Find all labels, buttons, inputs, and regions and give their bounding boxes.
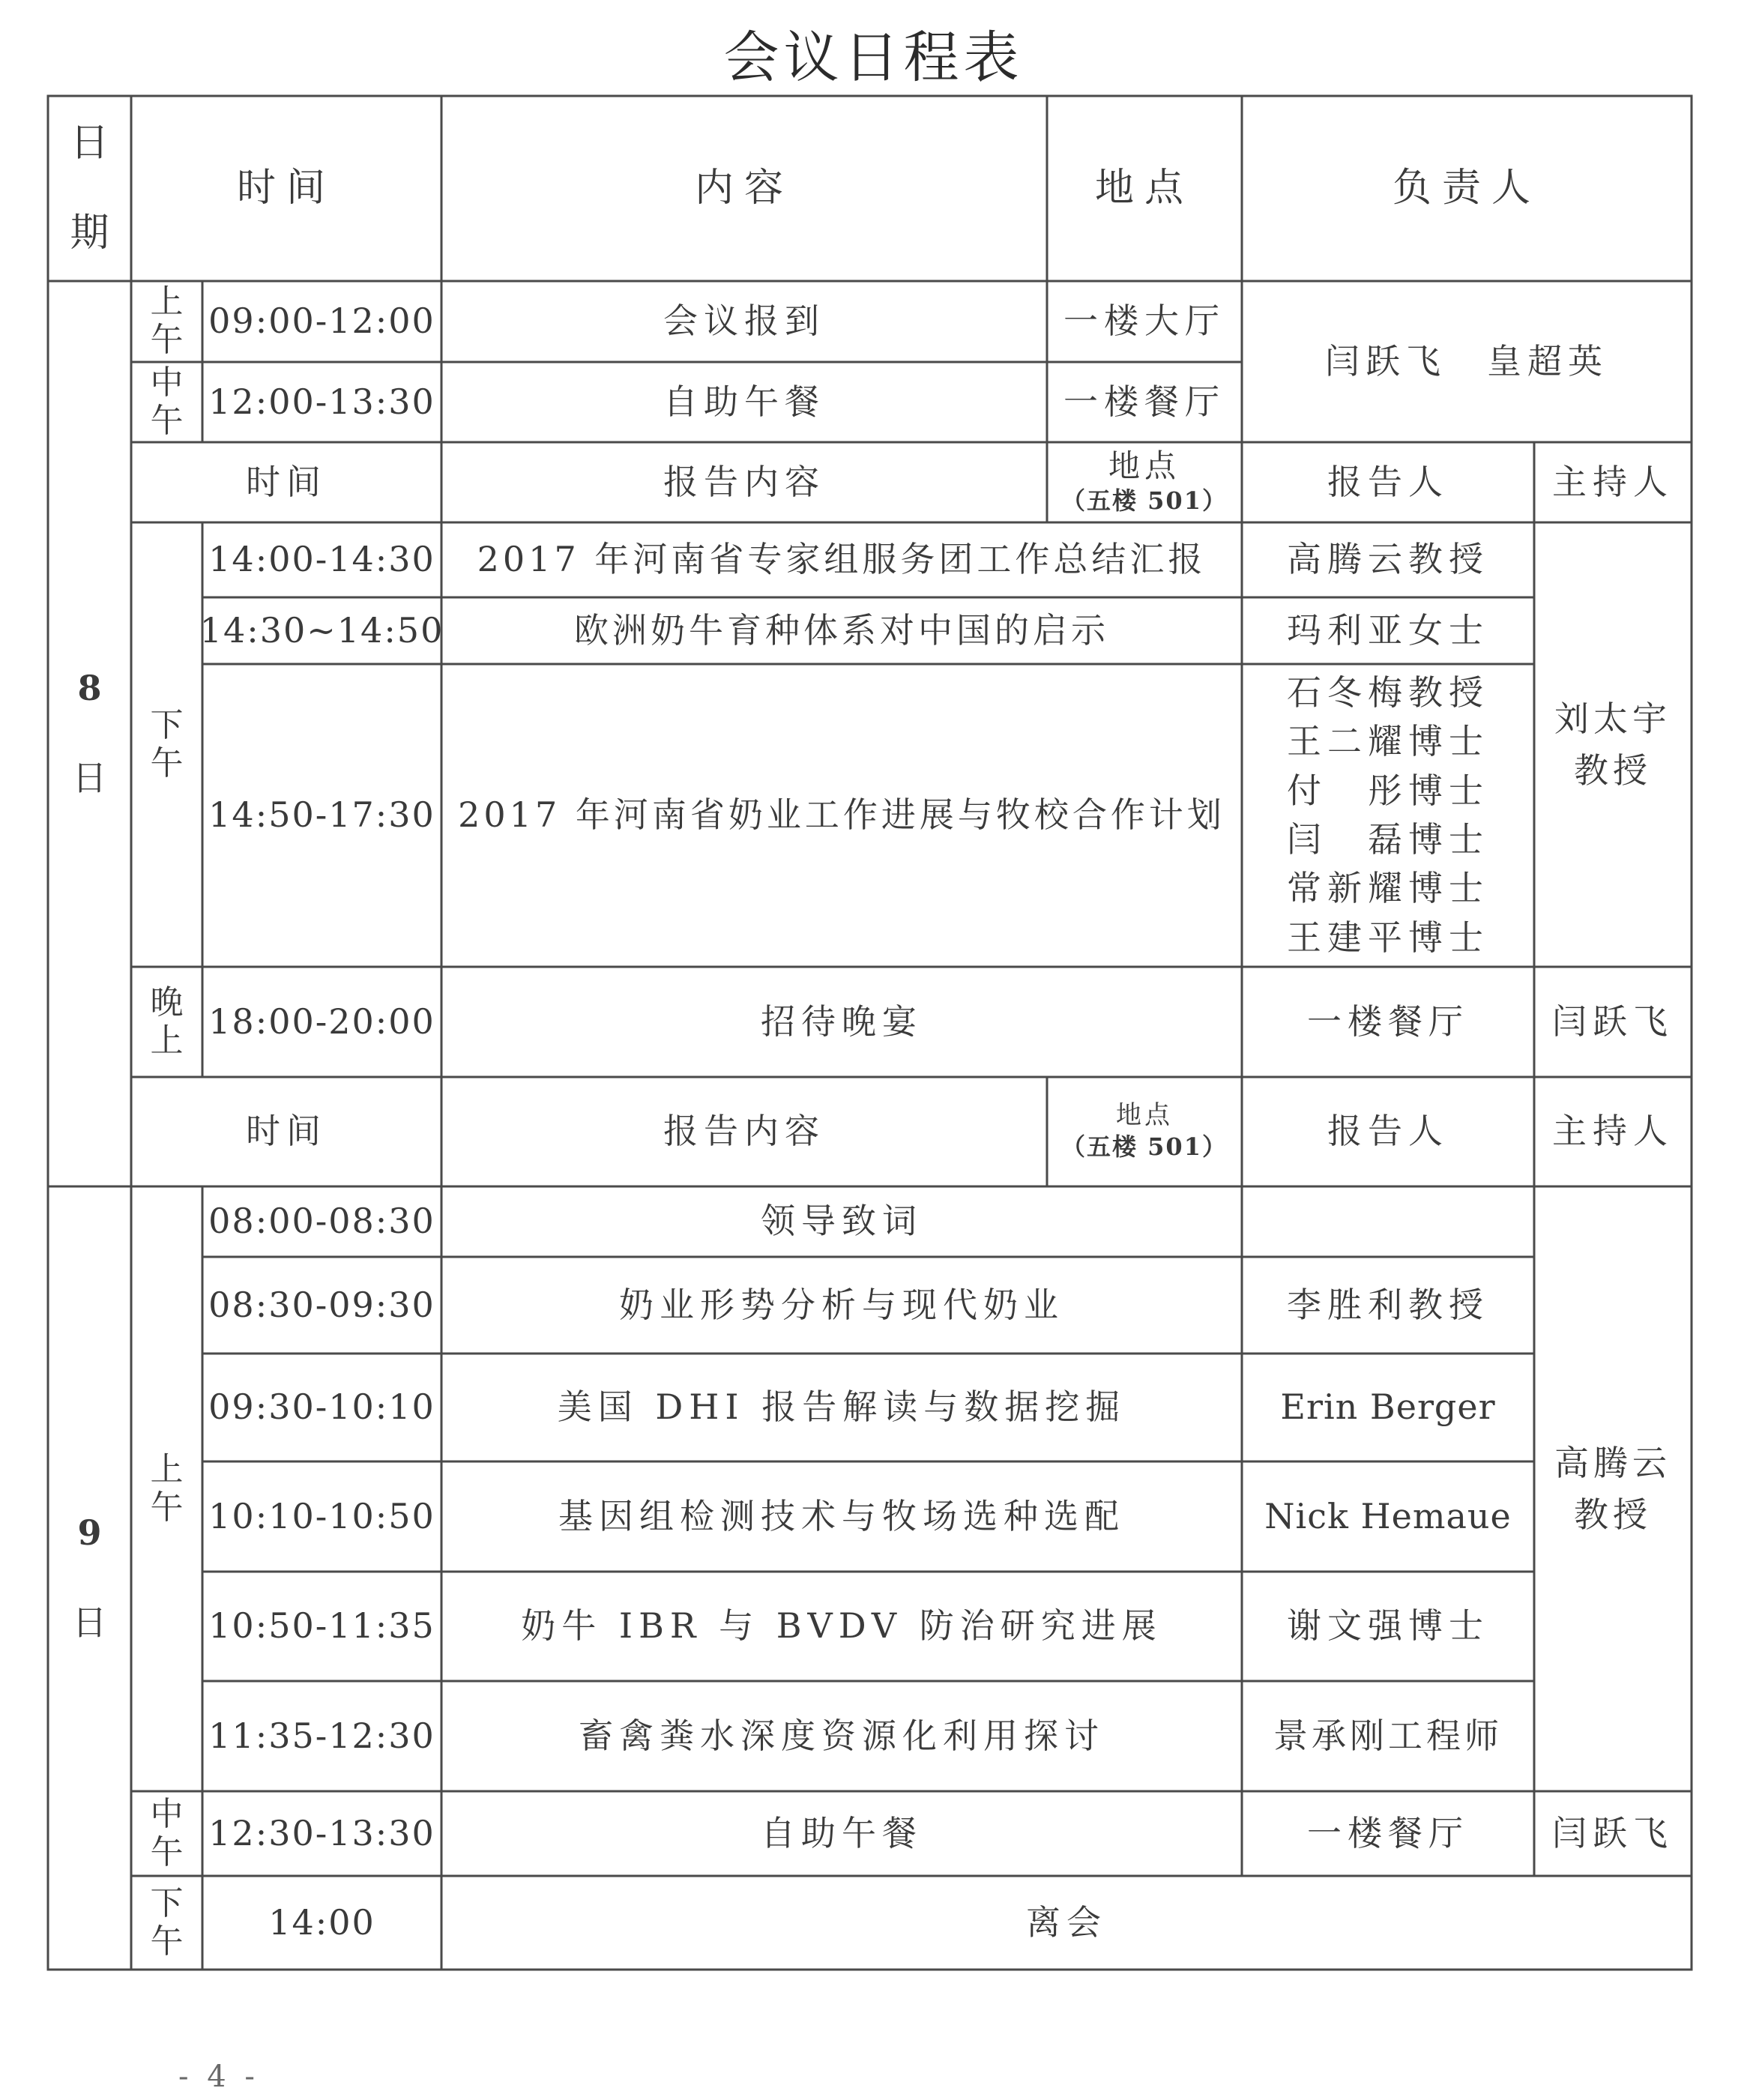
- day9-report-header-host: 主持人: [1552, 1111, 1674, 1152]
- day8-evening-host: 闫跃飞: [1552, 1001, 1674, 1042]
- period-char: 午: [150, 1922, 184, 1961]
- day8-afternoon-speaker-2: 玛利亚女士: [1287, 609, 1489, 651]
- day8-afternoon-period: [131, 522, 202, 967]
- day8-report-header-time: 时间: [246, 461, 327, 502]
- day9-morning-host: [1534, 1186, 1692, 1791]
- location-line1: 地点: [1116, 1100, 1173, 1130]
- day8-opening-time-1: 09:00-12:00: [208, 301, 435, 342]
- host-line2: 教授: [1574, 1494, 1652, 1535]
- day8-report-header-host: 主持人: [1552, 461, 1674, 502]
- day9-morning-time-6: 11:35-12:30: [208, 1715, 435, 1756]
- day8-opening-period-2: [131, 362, 202, 442]
- day9-morning-period: [131, 1186, 202, 1791]
- day8-opening-content-2: 自助午餐: [663, 381, 825, 422]
- day8-responsible: 闫跃飞 皇超英: [1325, 340, 1608, 381]
- day9-departure-time: 14:00: [268, 1901, 375, 1943]
- day9-morning-speaker-2: 李胜利教授: [1287, 1284, 1489, 1325]
- host-line1: 刘太宇: [1554, 698, 1671, 739]
- day8-afternoon-speakers-3: [1242, 664, 1534, 967]
- page-title: 会议日程表: [723, 25, 1024, 90]
- header-time: 时间: [236, 166, 336, 211]
- day8-afternoon-content-1: 2017 年河南省专家组服务团工作总结汇报: [477, 539, 1207, 580]
- day9-date-unit: 日: [72, 1602, 107, 1643]
- period-char: 下: [150, 1883, 184, 1922]
- day8-opening-content-1: 会议报到: [663, 301, 825, 342]
- period-char: 午: [150, 1488, 184, 1527]
- day9-morning-content-2: 奶业形势分析与现代奶业: [619, 1284, 1064, 1325]
- day8-afternoon-content-2: 欧洲奶牛育种体系对中国的启示: [574, 609, 1109, 651]
- period-char: 午: [150, 1832, 184, 1871]
- day9-departure-content: 离会: [1026, 1901, 1107, 1943]
- host-line1: 高腾云: [1554, 1442, 1671, 1483]
- day9-lunch-location: 一楼餐厅: [1307, 1812, 1469, 1853]
- day9-date-cell: [48, 1186, 131, 1970]
- day8-report-header-content: 报告内容: [663, 461, 825, 502]
- speaker-name: 王建平博士: [1287, 917, 1489, 958]
- header-location: 地点: [1094, 166, 1194, 211]
- period-char: 上: [150, 1021, 184, 1060]
- day9-departure-period: [131, 1876, 202, 1970]
- day9-morning-time-2: 08:30-09:30: [208, 1284, 435, 1325]
- day8-afternoon-content-3: 2017 年河南省奶业工作进展与牧校合作计划: [458, 794, 1225, 836]
- period-char: 下: [150, 705, 184, 744]
- day9-lunch-period: [131, 1791, 202, 1876]
- location-line2: （五楼 501）: [1061, 1132, 1228, 1161]
- day8-date-unit: 日: [72, 758, 107, 798]
- header-date-line2: 期: [70, 210, 109, 256]
- location-line1: 地点: [1108, 447, 1180, 484]
- period-char: 中: [150, 363, 184, 402]
- period-char: 上: [150, 1449, 184, 1488]
- day9-morning-speaker-3: Erin Berger: [1280, 1387, 1496, 1428]
- day8-report-header-speaker: 报告人: [1327, 461, 1449, 502]
- speaker-name: 闫 磊博士: [1287, 819, 1489, 860]
- day8-date: 8: [77, 668, 102, 709]
- header-responsible: 负责人: [1392, 166, 1541, 211]
- day9-morning-speaker-4: Nick Hemaue: [1264, 1495, 1512, 1536]
- day8-opening-period-1: [131, 281, 202, 362]
- day9-morning-time-5: 10:50-11:35: [208, 1605, 435, 1647]
- day8-evening-location: 一楼餐厅: [1307, 1001, 1469, 1042]
- day9-morning-content-3: 美国 DHI 报告解读与数据挖掘: [557, 1387, 1126, 1428]
- day9-morning-speaker-6: 景承刚工程师: [1273, 1715, 1503, 1756]
- day8-report-header-location: [1047, 442, 1242, 522]
- day9-lunch-time: 12:30-13:30: [208, 1812, 435, 1853]
- day9-report-header-time: 时间: [246, 1111, 327, 1152]
- period-char: 晚: [150, 983, 184, 1022]
- day8-date-cell: [48, 281, 131, 1186]
- day9-morning-content-5: 奶牛 IBR 与 BVDV 防治研究进展: [521, 1605, 1162, 1647]
- speaker-name: 石冬梅教授: [1287, 672, 1489, 713]
- day9-morning-time-4: 10:10-10:50: [208, 1495, 435, 1536]
- header-content: 内容: [694, 166, 794, 211]
- day9-morning-time-3: 09:30-10:10: [208, 1387, 435, 1428]
- day9-report-header-content: 报告内容: [663, 1111, 825, 1152]
- day8-opening-time-2: 12:00-13:30: [208, 381, 435, 422]
- day9-morning-content-6: 畜禽粪水深度资源化利用探讨: [579, 1715, 1105, 1756]
- speaker-name: 常新耀博士: [1287, 868, 1489, 909]
- day8-evening-time: 18:00-20:00: [208, 1001, 435, 1042]
- header-date-line1: 日: [70, 120, 109, 166]
- day8-afternoon-time-1: 14:00-14:30: [208, 539, 435, 580]
- period-char: 午: [150, 743, 184, 782]
- day8-evening-period: [131, 967, 202, 1077]
- day8-afternoon-time-2: 14:30~14:50: [199, 609, 444, 651]
- day9-lunch-content: 自助午餐: [761, 1812, 923, 1853]
- page-number: - 4 -: [178, 2060, 259, 2094]
- period-char: 午: [150, 321, 184, 359]
- speaker-name: 付 彤博士: [1287, 770, 1489, 811]
- day8-afternoon-host: [1534, 522, 1692, 967]
- day9-lunch-host: 闫跃飞: [1552, 1812, 1674, 1853]
- day8-opening-location-2: 一楼餐厅: [1063, 381, 1225, 422]
- day9-morning-speaker-5: 谢文强博士: [1287, 1605, 1489, 1647]
- period-char: 中: [150, 1794, 184, 1833]
- host-line2: 教授: [1574, 749, 1652, 791]
- day8-afternoon-time-3: 14:50-17:30: [208, 794, 435, 836]
- header-date: [48, 96, 131, 281]
- day8-opening-location-1: 一楼大厅: [1063, 301, 1225, 342]
- day9-report-header-speaker: 报告人: [1327, 1111, 1449, 1152]
- location-line2: （五楼 501）: [1061, 486, 1228, 516]
- day9-report-header-location: [1047, 1077, 1242, 1186]
- day9-date: 9: [77, 1512, 102, 1553]
- day9-morning-content-4: 基因组检测技术与牧场选种选配: [558, 1495, 1125, 1536]
- day9-morning-time-1: 08:00-08:30: [208, 1201, 435, 1242]
- day9-morning-content-1: 领导致词: [761, 1201, 923, 1242]
- period-char: 午: [150, 401, 184, 440]
- speaker-name: 王二耀博士: [1287, 721, 1489, 762]
- period-char: 上: [150, 283, 184, 322]
- day8-evening-content: 招待晚宴: [761, 1001, 923, 1042]
- day8-afternoon-speaker-1: 高腾云教授: [1287, 539, 1489, 580]
- day9-morning-speaker-1: [1242, 1186, 1534, 1257]
